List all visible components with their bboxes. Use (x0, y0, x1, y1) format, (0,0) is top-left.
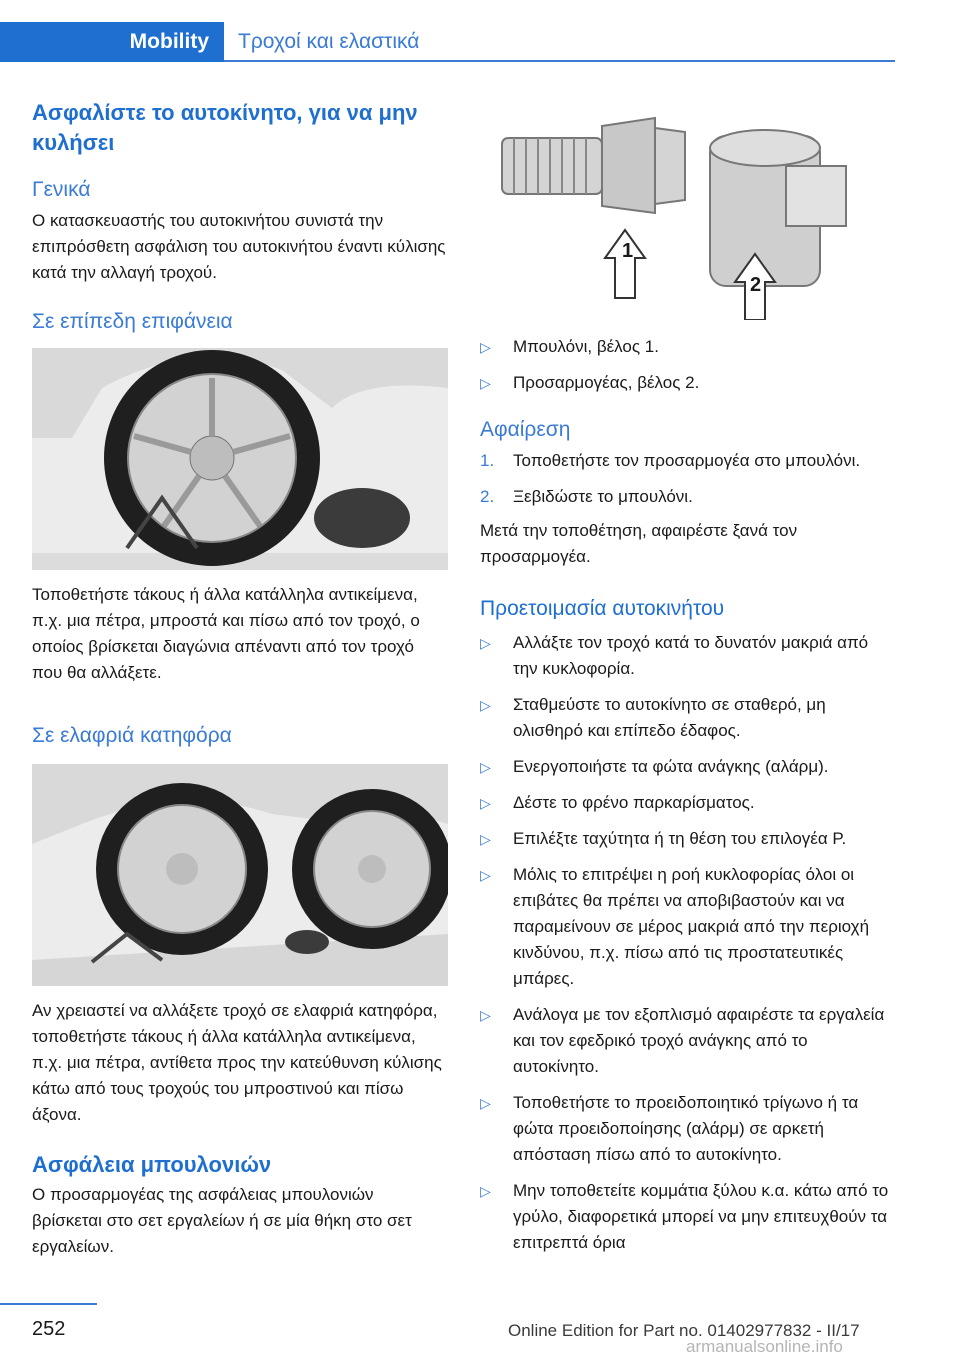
triangle-bullet-icon: ▷ (480, 831, 491, 847)
list-item: ▷ Επιλέξτε ταχύτητα ή τη θέση του επιλογέα P. (480, 826, 896, 852)
bolt-lock-text: Ο προσαρμογέας της ασφάλειας μπουλονιών βρίσκεται στο σετ εργαλείων ή σε μία θήκη στο σετ εργαλείων. (32, 1185, 412, 1256)
general-text: Ο κατασκευαστής του αυτοκινήτου συνιστά την επιπρόσθετη ασφάλιση του αυτοκινήτου έναντι κύλισης κατά την αλλαγή τροχού. (32, 211, 446, 282)
list-item: ▷ Μόλις το επιτρέψει η ροή κυκλοφορίας όλοι οι επιβάτες θα πρέπει να αποβιβαστούν και να παραμείνουν σε μέρος μακριά από την περιοχή κινδύνου, π.χ. πίσω από τις προστατευτικές μπάρες. (480, 862, 896, 992)
header-rule (224, 60, 895, 62)
triangle-bullet-icon: ▷ (480, 1183, 491, 1199)
right-column (480, 98, 896, 1266)
slope-heading: Σε ελαφριά κατηφόρα (32, 724, 232, 747)
triangle-bullet-icon: ▷ (480, 1095, 491, 1111)
flat-surface-heading: Σε επίπεδη επιφάνεια (32, 310, 233, 333)
figure-label-adapter: 2 (750, 274, 762, 296)
list-item: ▷ Σταθμεύστε το αυτοκίνητο σε σταθερό, μη ολισθηρό και επίπεδο έδαφος. (480, 692, 896, 744)
list-item: 1. Τοποθετήστε τον προσαρμογέα στο μπουλόνι. (480, 451, 861, 470)
triangle-bullet-icon: ▷ (480, 1007, 491, 1023)
page-number: 252 (32, 1318, 66, 1340)
page-number-rule (0, 1303, 97, 1305)
removal-heading: Αφαίρεση (480, 418, 571, 441)
list-item: ▷ Τοποθετήστε το προειδοποιητικό τρίγωνο ή τα φώτα προειδοποίησης (αλάρμ) σε αρκετή απόσταση πίσω από το αυτοκίνητο. (480, 1090, 896, 1168)
prep-heading: Προετοιμασία αυτοκινήτου (480, 597, 725, 620)
header-subsection: Τροχοί και ελαστικά (238, 30, 420, 53)
list-item: ▷ Μην τοποθετείτε κομμάτια ξύλου κ.α. κάτω από το γρύλο, διαφορετικά μπορεί να μην επιτευχθούν τα επιτρεπτά όρια (480, 1178, 896, 1256)
removal-steps (480, 448, 896, 510)
list-item: ▷ Ενεργοποιήστε τα φώτα ανάγκης (αλάρμ). (480, 754, 896, 780)
bolt-adapter-illustration (480, 98, 896, 320)
bolt-lock-heading: Ασφάλεια μπουλονιών (32, 1152, 272, 1177)
slope-text: Αν χρειαστεί να αλλάξετε τροχό σε ελαφριά κατηφόρα, τοποθετήστε τάκους ή άλλα κατάλληλα αντικείμενα, π.χ. μια πέτρα, αντίθετα προς την κατεύθυνση κύλισης κάτω από τους τροχούς του μπροστινού και πίσω άξονα. (32, 1001, 442, 1124)
triangle-bullet-icon: ▷ (480, 635, 491, 651)
watermark: armanualsonline.info (686, 1337, 843, 1356)
flat-surface-illustration (32, 348, 448, 570)
edition-footer: Online Edition for Part no. 01402977832 - II/17 (508, 1321, 860, 1340)
list-item: 2. Ξεβιδώστε το μπουλόνι. (480, 487, 693, 506)
removal-after-text: Μετά την τοποθέτηση, αφαιρέστε ξανά τον προσαρμογέα. (480, 521, 798, 566)
list-item: ▷ Δέστε το φρένο παρκαρίσματος. (480, 790, 896, 816)
page-title: Ασφαλίστε το αυτοκίνητο, για να μην κυλήσει (32, 100, 418, 155)
triangle-bullet-icon: ▷ (480, 795, 491, 811)
list-item: ▷ Αλλάξτε τον τροχό κατά το δυνατόν μακριά από την κυκλοφορία. (480, 630, 896, 682)
general-heading: Γενικά (32, 178, 91, 201)
flat-surface-text: Τοποθετήστε τάκους ή άλλα κατάλληλα αντικείμενα, π.χ. μια πέτρα, μπροστά και πίσω από τον τροχό, ο οποίος βρίσκεται διαγώνια απέναντι από τον τροχό που θα αλλάξετε. (32, 585, 420, 682)
triangle-bullet-icon: ▷ (480, 867, 491, 883)
list-item: ▷ Ανάλογα με τον εξοπλισμό αφαιρέστε τα εργαλεία και τον εφεδρικό τροχό ανάγκης από το αυτοκίνητο. (480, 1002, 896, 1080)
triangle-bullet-icon: ▷ (480, 697, 491, 713)
list-item: ▷ Προσαρμογέας, βέλος 2. (480, 370, 896, 396)
slope-illustration (32, 764, 448, 986)
triangle-bullet-icon: ▷ (480, 759, 491, 775)
list-item: ▷ Μπουλόνι, βέλος 1. (480, 334, 896, 360)
figure-label-bolt: 1 (622, 240, 634, 262)
triangle-bullet-icon: ▷ (480, 375, 491, 391)
parts-list (480, 334, 896, 396)
left-column (32, 98, 448, 1260)
prep-list (480, 630, 896, 1256)
triangle-bullet-icon: ▷ (480, 339, 491, 355)
header-section-tab: Mobility (0, 22, 224, 62)
